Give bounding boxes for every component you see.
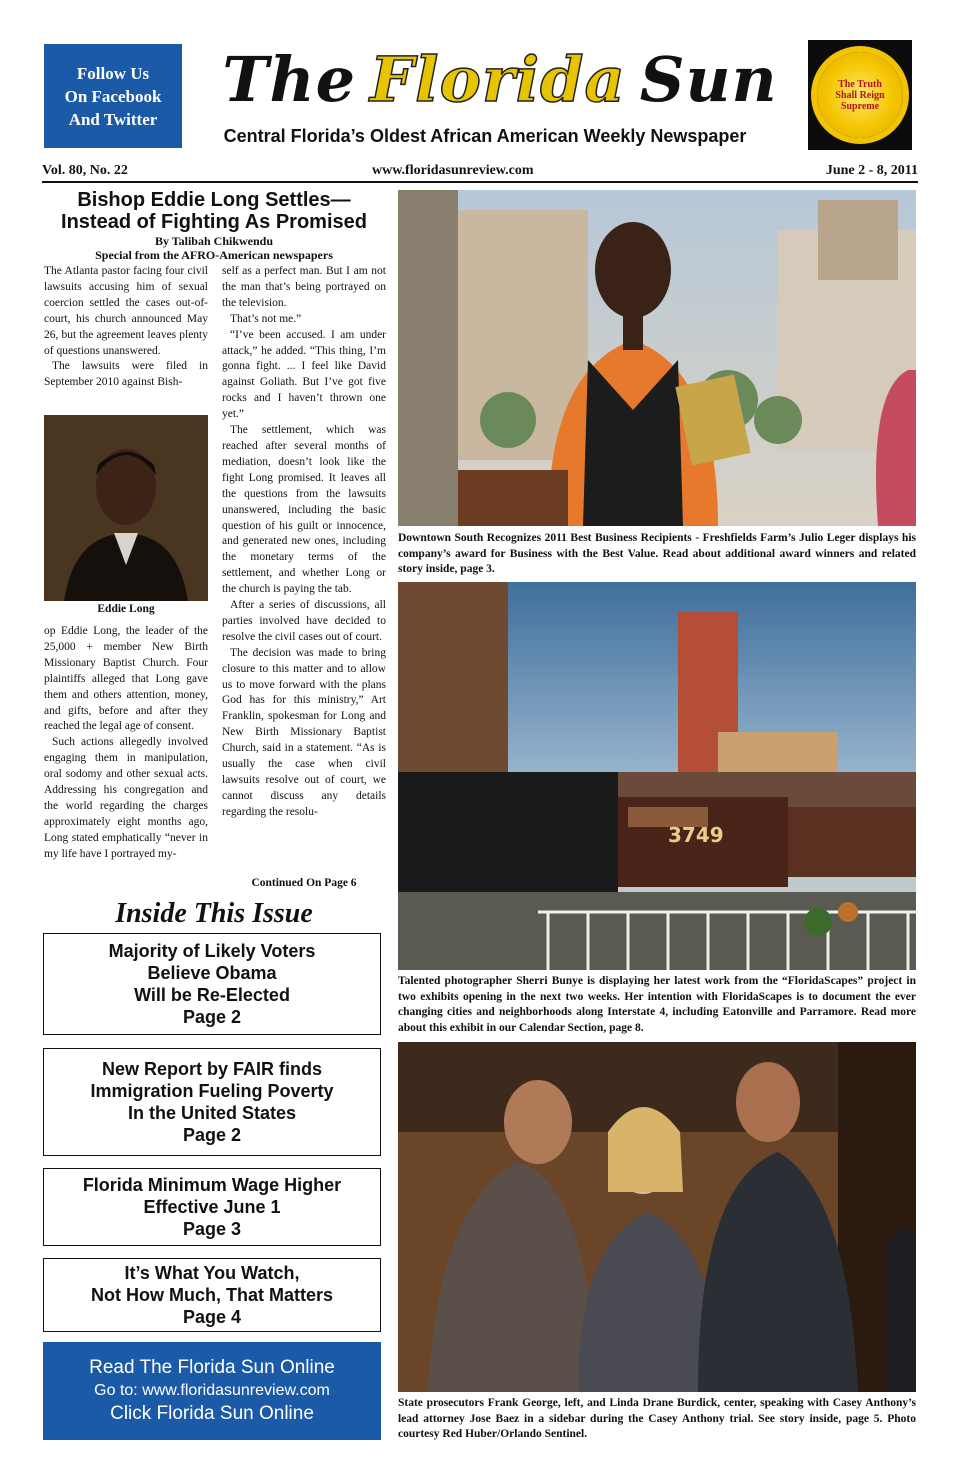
masthead-florida: Florida (370, 43, 626, 116)
train-photo-caption: Talented photographer Sherri Bunye is displaying her latest work from the “FloridaScapes” project in two exhibits opening in the next two weeks. Her intention with FloridaScapes is to document the ever changing cities and neighborhoods along Interstate 4, including Eatonville and Parramore. Read more about this exhibit in our Calendar Section, page 8. (398, 975, 916, 1034)
teaser-line: Not How Much, That Matters (91, 1285, 333, 1305)
masthead-title (200, 40, 800, 120)
paragraph: self as a perfect man. But I am not the man that’s being portrayed on the television. (222, 265, 386, 309)
continued-link[interactable]: Continued On Page 6 (251, 877, 357, 889)
teaser-tv-watching[interactable] (43, 1258, 381, 1332)
teaser-minimum-wage[interactable] (43, 1168, 381, 1246)
award-photo-caption: Downtown South Recognizes 2011 Best Business Recipients - Freshfields Farm’s Julio Leger displays his company’s award for Business with the Best Value. Read about additional award winners and related story inside, page 3. (398, 532, 916, 575)
courtroom-photo (398, 1042, 916, 1392)
teaser-page: Page 2 (182, 1007, 242, 1027)
paragraph: The Atlanta pastor facing four civil lawsuits accusing him of sexual coercion settled the cases out-of-court, his church announced May 26, but the agreement leaves plenty of questions unanswered. (44, 265, 208, 357)
issue-date: June 2 - 8, 2011 (825, 163, 918, 178)
issue-info-bar (42, 163, 918, 183)
teaser-line: Majority of Likely Voters (108, 941, 316, 961)
teaser-page: Page 4 (182, 1307, 242, 1327)
story-column-1-bottom (44, 624, 208, 863)
sun-icon (817, 52, 903, 138)
volume-number: Vol. 80, No. 22 (42, 163, 128, 178)
masthead-tagline: Central Florida’s Oldest African American Weekly Newspaper (223, 126, 747, 146)
teaser-line: Effective June 1 (143, 1197, 281, 1217)
online-line-2: Go to: www.floridasunreview.com (94, 1382, 330, 1399)
eddie-long-photo (44, 415, 208, 601)
paragraph: That’s not me.” (230, 312, 302, 325)
teaser-line: Florida Minimum Wage Higher (82, 1175, 342, 1195)
teaser-line: It’s What You Watch, (124, 1263, 300, 1283)
paragraph: The decision was made to bring closure to this matter and to allow us to move forward with the plans God has for this ministry,” Art Franklin, spokesman for Long and New Birth Missionary Baptist Church, said in a statement. “As is usually the case when civil lawsuits resolve out of court, we cannot discuss any details regarding the resolu- (222, 646, 386, 818)
paragraph: The lawsuits were filed in September 2010 against Bish- (44, 360, 208, 389)
masthead-sun: Sun (639, 43, 778, 116)
paragraph: Such actions allegedly involved engaging them in manipulation, oral sodomy and other sexual acts. Addressing his congregation and the world regarding the charges approximately eight months ago, Long stated emphatically “never in my life have I portrayed my- (44, 736, 208, 860)
follow-line-1: Follow Us (76, 63, 150, 83)
teaser-line: Immigration Fueling Poverty (90, 1081, 334, 1101)
source-line: Special from the AFRO-American newspapers (95, 248, 333, 262)
teaser-line: Believe Obama (147, 963, 277, 983)
story-column-2 (222, 264, 386, 821)
teaser-line: Will be Re-Elected (134, 985, 290, 1005)
online-line-1: Read The Florida Sun Online (89, 1357, 335, 1378)
teaser-line: New Report by FAIR finds (101, 1059, 323, 1079)
sun-seal-logo (808, 40, 912, 150)
read-online-box[interactable] (43, 1342, 381, 1440)
website-link[interactable]: www.floridasunreview.com (372, 163, 534, 178)
lead-headline (42, 189, 386, 233)
paragraph: After a series of discussions, all parties involved have decided to resolve the civil cases out of court. (222, 599, 386, 643)
teaser-voters[interactable] (43, 933, 381, 1035)
award-photo (398, 190, 916, 526)
paragraph: The settlement, which was reached after several months of mediation, doesn’t look like the fight Long promised. It leaves all the questions from the lawsuits unanswered, including the basic question of his guilt or innocence, and generated new ones, including the monetary terms of the settlement, and whether Long or the church is paying the tab. (222, 424, 386, 596)
seal-line-3: Supreme (840, 100, 880, 112)
seal-line-1: The Truth (838, 78, 882, 90)
byline (42, 234, 386, 262)
teaser-immigration[interactable] (43, 1048, 381, 1156)
train-number: 3749 (668, 823, 724, 847)
headline-line-2: Instead of Fighting As Promised (61, 211, 367, 233)
inside-issue-title: Inside This Issue (115, 898, 313, 929)
courtroom-photo-caption: State prosecutors Frank George, left, and Linda Drane Burdick, center, speaking with Casey Anthony’s lead attorney Jose Baez in a sidebar during the Casey Anthony trial. See story inside, page 5. Photo courtesy Red Huber/Orlando Sentinel. (398, 1397, 916, 1440)
paragraph: “I’ve been accused. I am under attack,” he added. “This thing, I’m gonna fight. ... I feel like David against Goliath. But I’ve got five rocks and I haven’t thrown one yet.” (222, 328, 386, 421)
follow-line-3: And Twitter (68, 109, 158, 129)
author: By Talibah Chikwendu (154, 234, 274, 248)
paragraph: op Eddie Long, the leader of the 25,000 + member New Birth Missionary Baptist Church. Four plaintiffs alleged that Long gave them and others attention, money, and gifts, before and after they reached the legal age of consent. (44, 625, 208, 733)
follow-social-box[interactable] (44, 44, 182, 148)
teaser-line: In the United States (127, 1103, 297, 1123)
online-line-3: Click Florida Sun Online (110, 1403, 314, 1424)
headline-line-1: Bishop Eddie Long Settles— (77, 189, 351, 211)
train-photo (398, 582, 916, 970)
teaser-page: Page 3 (182, 1219, 242, 1239)
follow-line-2: On Facebook (64, 86, 162, 106)
story-column-1-top (44, 264, 208, 391)
eddie-long-caption: Eddie Long (97, 603, 155, 615)
seal-line-2: Shall Reign (835, 89, 885, 101)
teaser-page: Page 2 (182, 1125, 242, 1145)
masthead-the: The (222, 43, 357, 116)
